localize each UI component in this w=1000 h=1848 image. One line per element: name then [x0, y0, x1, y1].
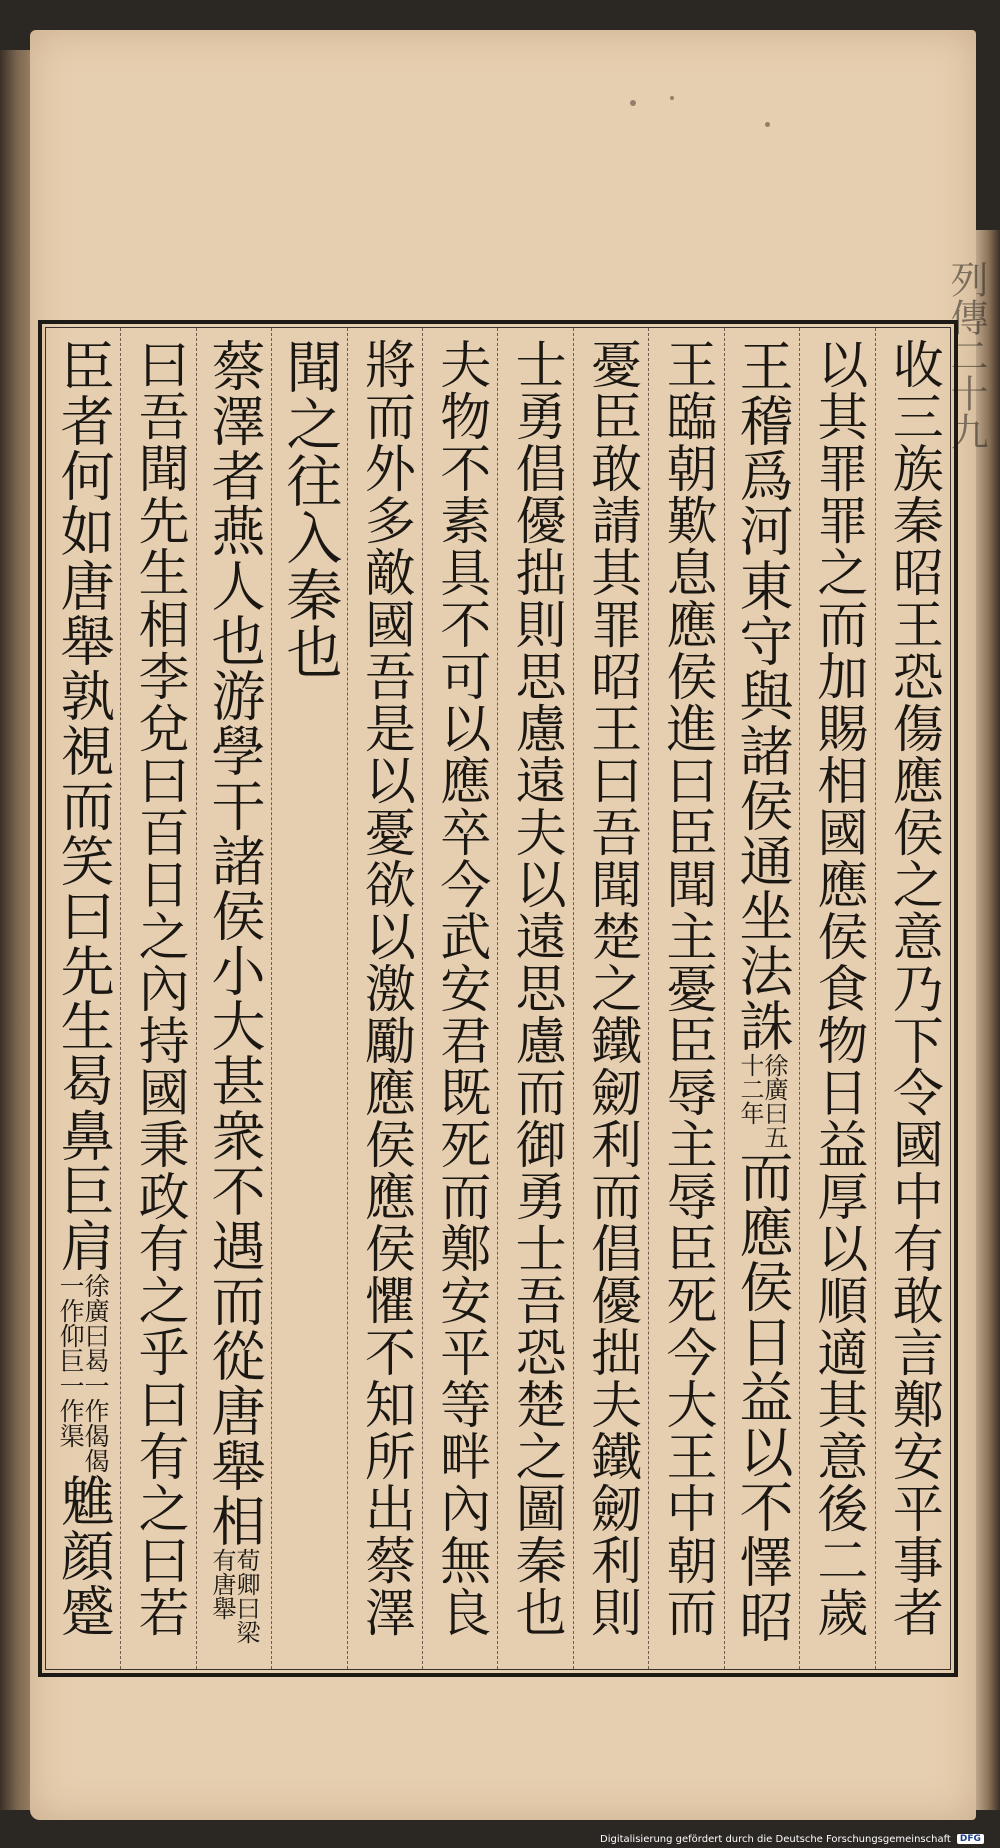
text-column: [875, 328, 950, 1669]
text-column: [422, 328, 497, 1669]
column-text: 將而外多敵國吾是以憂欲以激勵應侯應侯懼不知所出蔡澤: [355, 338, 415, 1638]
commentary-line: 有唐舉: [207, 1548, 236, 1620]
paper-stain: [630, 100, 636, 106]
column-text-continued: 魋顔蹙: [52, 1473, 116, 1638]
text-column: [196, 328, 271, 1669]
column-text: 收三族秦昭王恐傷應侯之意乃下令國中有敢言鄭安平事者: [883, 338, 943, 1638]
margin-chapter-title: 列傳二十九: [944, 260, 988, 450]
text-column: [573, 328, 648, 1669]
text-block-frame: [38, 320, 958, 1677]
commentary-line: 徐廣曰曷一作偈偈: [81, 1273, 111, 1473]
commentary-line: 荀卿曰梁: [231, 1548, 260, 1644]
text-column: [799, 328, 874, 1669]
dfg-logo-badge: DFG: [957, 1834, 984, 1844]
text-column: [347, 328, 422, 1669]
commentary-line: 徐廣曰五: [759, 1053, 788, 1149]
text-column: [497, 328, 572, 1669]
column-text: 以其罪罪之而加賜相國應侯食物日益厚以順適其意後二歲: [807, 338, 867, 1638]
column-text: 臣者何如唐舉孰視而笑曰先生曷鼻巨肩: [52, 338, 116, 1273]
interlinear-commentary: [207, 1548, 260, 1644]
column-text-continued: 而應侯日益以不懌昭: [730, 1149, 794, 1644]
interlinear-commentary: [56, 1273, 111, 1473]
commentary-line: 十二年: [735, 1053, 764, 1125]
commentary-line: 一作仰巨一作渠: [56, 1273, 86, 1448]
right-page-edge: [972, 230, 1000, 1810]
column-text: 蔡澤者燕人也游學干諸侯小大甚衆不遇而從唐舉相: [202, 338, 266, 1548]
paper-stain: [765, 122, 770, 127]
column-text: 王稽爲河東守與諸侯通坐法誅: [730, 338, 794, 1053]
text-column: [120, 328, 195, 1669]
text-column: [724, 328, 799, 1669]
column-text: 士勇倡優拙則思慮遠夫以遠思慮而御勇士吾恐楚之圖秦也: [506, 338, 566, 1638]
text-column: [648, 328, 723, 1669]
text-column: [271, 328, 346, 1669]
paper-stain: [670, 96, 674, 100]
column-text: 曰吾聞先生相李兌曰百日之內持國秉政有之乎曰有之曰若: [129, 338, 189, 1638]
digitization-footer: [600, 1832, 984, 1846]
text-columns: [46, 328, 950, 1669]
column-text: 聞之往入秦也: [277, 338, 343, 680]
column-text: 憂臣敢請其罪昭王曰吾聞楚之鐵劒利而倡優拙夫鐵劒利則: [581, 338, 641, 1638]
digitization-credit: Digitalisierung gefördert durch die Deutsche Forschungsgemeinschaft: [600, 1833, 951, 1845]
column-text: 王臨朝歎息應侯進曰臣聞主憂臣辱主辱臣死今大王中朝而: [657, 338, 717, 1638]
column-text: 夫物不素具不可以應卒今武安君既死而鄭安平等畔內無良: [430, 338, 490, 1638]
text-column: [46, 328, 120, 1669]
interlinear-commentary: [735, 1053, 788, 1149]
